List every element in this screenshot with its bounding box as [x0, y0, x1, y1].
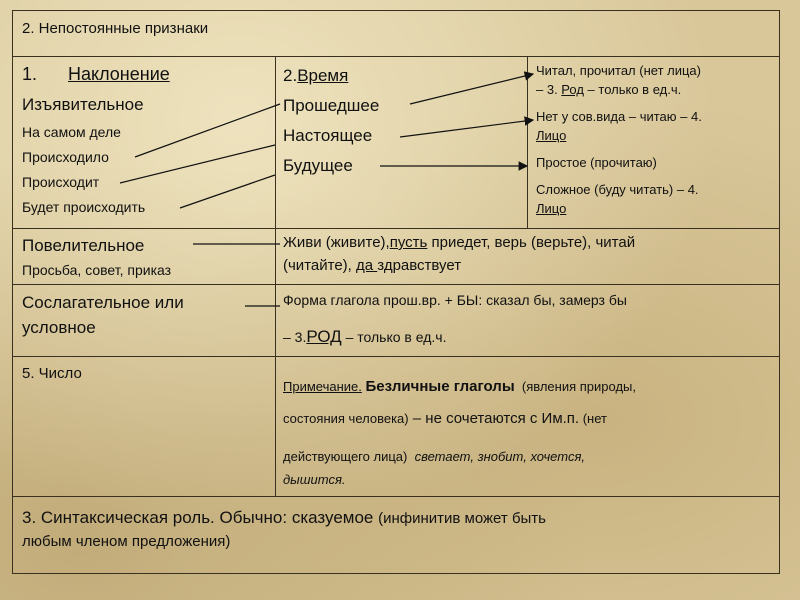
mood-number: 1. — [22, 64, 38, 84]
conditional-title: Сослагательное или — [22, 293, 184, 312]
imperative-subtitle: Просьба, совет, приказ — [22, 262, 172, 278]
imperative-examples: (читайте), да здравствует — [283, 257, 462, 274]
page-title: 2. Непостоянные признаки — [22, 20, 209, 37]
connector-past-note — [410, 74, 533, 104]
syntax-line: любым членом предложения) — [22, 533, 231, 550]
past-note: – 3. Род – только в ед.ч. — [536, 82, 682, 97]
present-note: Лицо — [536, 128, 567, 143]
indicative-item: Происходило — [22, 149, 109, 165]
future-complex-note: Сложное (буду читать) – 4. — [536, 182, 699, 197]
note-line: действующего лица) светает, знобит, хочется, — [283, 449, 585, 464]
syntax-line: 3. Синтаксическая роль. Обычно: сказуемое (инфинитив может быть — [22, 508, 546, 527]
future-simple-note: Простое (прочитаю) — [536, 155, 657, 170]
connector-present-note — [400, 120, 533, 137]
tense-heading: 2.Время — [283, 66, 349, 85]
future-complex-note: Лицо — [536, 201, 567, 216]
indicative-title: Изъявительное — [22, 95, 144, 114]
conditional-desc: Форма глагола прош.вр. + БЫ: сказал бы, замерз бы — [283, 292, 627, 308]
connector-future — [180, 175, 275, 208]
mood-heading: Наклонение — [68, 64, 170, 84]
tense-item: Прошедшее — [283, 96, 380, 115]
indicative-item: Будет происходить — [22, 199, 146, 215]
connector-present — [120, 145, 275, 183]
past-note: Читал, прочитал (нет лица) — [536, 63, 701, 78]
number-label: 5. Число — [22, 365, 82, 382]
conditional-title: условное — [22, 318, 96, 337]
tense-item: Будущее — [283, 156, 353, 175]
conditional-desc: – 3.РОД – только в ед.ч. — [283, 327, 447, 346]
imperative-title: Повелительное — [22, 236, 145, 255]
indicative-item: На самом деле — [22, 124, 121, 140]
tense-item: Настоящее — [283, 126, 373, 145]
note-line: состояния человека) – не сочетаются с Им.п. (нет — [283, 410, 607, 427]
imperative-examples: Живи (живите),пусть приедет, верь (верьте), читай — [283, 234, 636, 251]
present-note: Нет у сов.вида – читаю – 4. — [536, 109, 702, 124]
note-line: дышится. — [283, 472, 346, 487]
indicative-item: Происходит — [22, 174, 100, 190]
note-line: Примечание. Безличные глаголы (явления природы, — [283, 378, 637, 395]
